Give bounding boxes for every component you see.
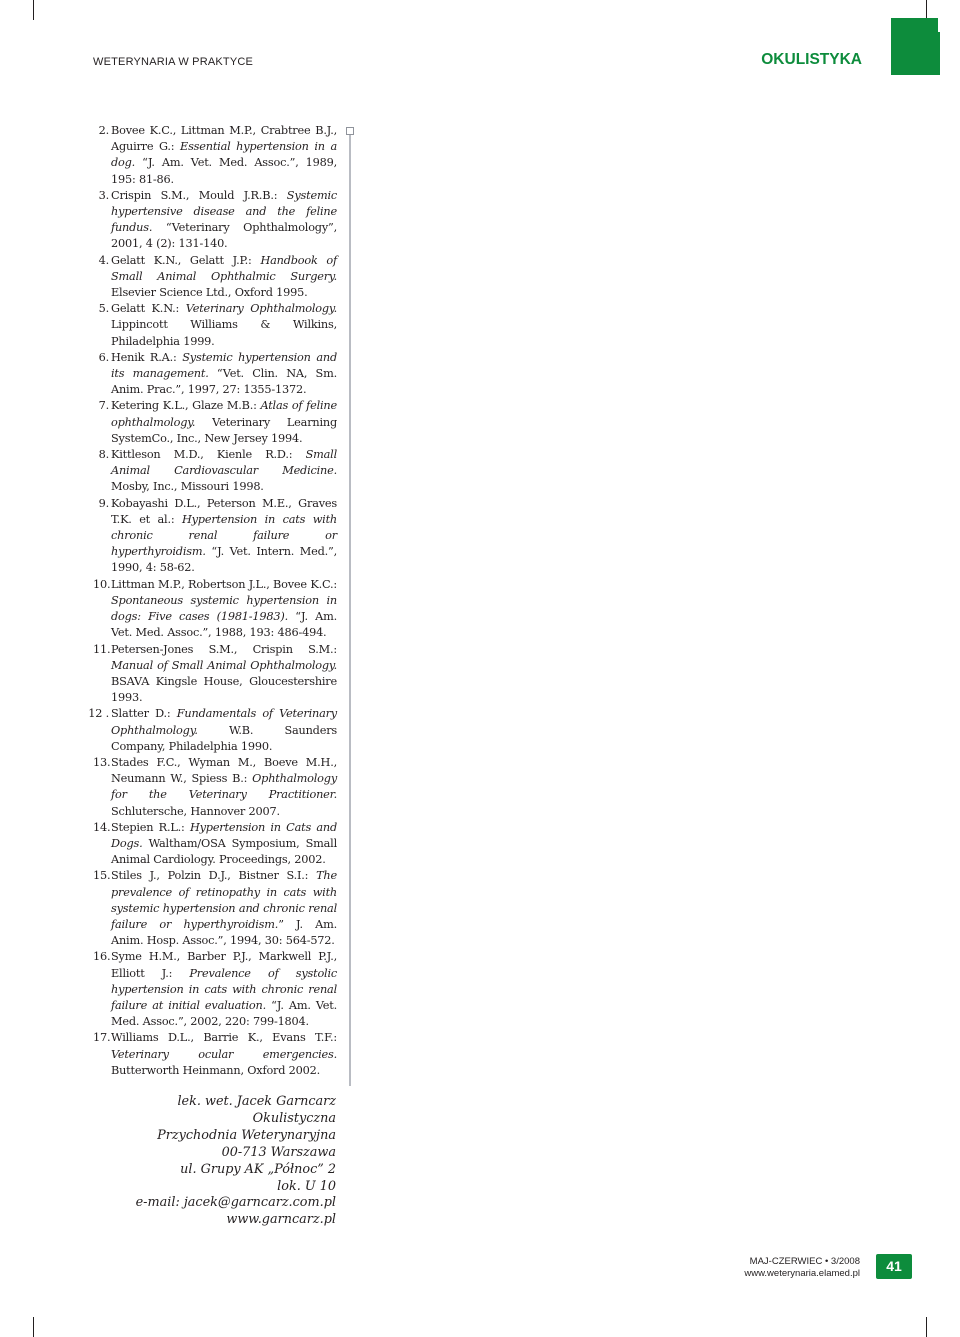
reference-title: Atlas of feline ophthalmology.	[111, 399, 337, 429]
reference-text: Williams D.L., Barrie K., Evans T.F.:	[111, 1031, 337, 1045]
reference-item	[93, 1030, 337, 1079]
author-block	[120, 1094, 336, 1229]
reference-number: 3.	[98, 188, 109, 202]
reference-number: 11.	[93, 642, 111, 656]
reference-title: Small Animal Cardiovascular Medicine.	[111, 448, 337, 478]
reference-text: Kobayashi D.L., Peterson M.E., Graves T.K. et al.:	[111, 496, 337, 526]
reference-number: 8.	[98, 448, 109, 462]
reference-text: Gelatt K.N., Gelatt J.P.:	[111, 253, 261, 267]
reference-text: Veterinary Learning SystemCo., Inc., New Jersey 1994.	[111, 415, 337, 445]
reference-item	[93, 447, 337, 496]
author-unit: lok. U 10	[277, 1178, 336, 1194]
reference-text: Ketering K.L., Glaze M.B.:	[111, 399, 261, 413]
reference-text: Waltham/OSA Symposium, Small Animal Cardiology. Proceedings, 2002.	[111, 836, 337, 867]
reference-text: “Veterinary Ophthalmology”, 2001, 4 (2): 131-140.	[111, 221, 337, 251]
reference-text: Gelatt K.N.:	[111, 302, 186, 316]
author-practice: Przychodnia Weterynaryjna	[157, 1127, 336, 1143]
reference-text: Bovee K.C., Littman M.P., Crabtree B.J., Aguirre G.:	[111, 124, 337, 154]
reference-number: 5.	[98, 302, 109, 316]
reference-item	[93, 755, 337, 820]
reference-number: 15.	[93, 869, 111, 883]
reference-title: Systemic hypertension and its management.	[111, 350, 337, 381]
reference-title: Spontaneous systemic hypertension in dogs: Five cases (1981-1983).	[111, 593, 337, 624]
reference-number: 13.	[93, 755, 111, 769]
reference-item	[93, 820, 337, 869]
footer-url[interactable]: www.weterynaria.elamed.pl	[744, 1268, 860, 1279]
reference-text: “J. Am. Vet. Med. Assoc.”, 1988, 193: 486-494.	[111, 610, 337, 640]
reference-text: Lippincott Williams & Wilkins, Philadelphia 1999.	[111, 318, 337, 348]
crop-mark-bottom-right	[926, 1317, 927, 1337]
reference-item	[93, 301, 337, 350]
reference-text: “J. Am. Vet. Med. Assoc.”, 2002, 220: 799-1804.	[111, 998, 337, 1029]
reference-text: “J. Am. Vet. Med. Assoc.”, 1989, 195: 81-86.	[111, 156, 337, 186]
reference-title: Systemic hypertensive disease and the feline fundus.	[111, 188, 337, 235]
reference-title: Fundamentals of Veterinary Ophthalmology.	[111, 707, 337, 737]
reference-title: Veterinary Ophthalmology.	[185, 302, 338, 316]
tab-crop-mark	[938, 18, 940, 32]
reference-number: 10.	[93, 577, 111, 591]
reference-text: Slatter D.:	[111, 707, 177, 721]
section-title: OKULISTYKA	[761, 51, 862, 68]
reference-title: Ophthalmology for the Veterinary Practitioner.	[111, 772, 337, 802]
reference-text: Crispin S.M., Mould J.R.B.:	[111, 188, 287, 202]
reference-text: Stiles J., Polzin D.J., Bistner S.I.:	[111, 869, 317, 883]
reference-number: 12 .	[88, 707, 109, 721]
reference-item	[93, 577, 337, 642]
crop-mark-top-right	[926, 0, 927, 20]
reference-number: 4.	[98, 253, 109, 267]
reference-text: BSAVA Kingsle House, Gloucestershire 1993.	[111, 674, 337, 705]
reference-item	[93, 123, 337, 188]
reference-title: Veterinary ocular emergencies.	[111, 1047, 337, 1061]
crop-mark-top-left	[33, 0, 34, 20]
footer-issue: MAJ-CZERWIEC • 3/2008	[749, 1256, 860, 1267]
reference-title: Essential hypertension in a dog.	[111, 140, 337, 170]
crop-mark-bottom-left	[33, 1317, 34, 1337]
reference-item	[93, 350, 337, 399]
reference-item	[93, 253, 337, 302]
reference-text: Kittleson M.D., Kienle R.D.:	[111, 448, 306, 462]
reference-text: Petersen-Jones S.M., Crispin S.M.:	[111, 642, 337, 656]
reference-item	[93, 398, 337, 447]
reference-number: 14.	[93, 820, 111, 834]
reference-number: 16.	[93, 950, 111, 964]
reference-text: Stades F.C., Wyman M., Boeve M.H., Neumann W., Spiess B.:	[111, 755, 337, 786]
reference-item	[93, 868, 337, 949]
author-postcode-city: 00-713 Warszawa	[221, 1144, 336, 1160]
reference-number: 7.	[98, 399, 109, 413]
author-email[interactable]: e-mail: jacek@garncarz.com.pl	[135, 1195, 336, 1211]
reference-text: Littman M.P., Robertson J.L., Bovee K.C.:	[111, 577, 337, 591]
reference-title: The prevalence of retinopathy in cats with systemic hypertension and chronic renal failure or hyperthyroidism.	[111, 869, 337, 931]
author-name: lek. wet. Jacek Garncarz	[177, 1094, 336, 1109]
reference-text: “Vet. Clin. NA, Sm. Anim. Prac.”, 1997, 27: 1355-1372.	[111, 367, 337, 397]
reference-title: Prevalence of systolic hypertension in cats with chronic renal failure at initial evaluation.	[111, 966, 338, 1012]
reference-item	[88, 706, 337, 755]
reference-number: 2.	[98, 124, 109, 137]
section-color-tab	[891, 18, 940, 75]
page-number-badge: 41	[876, 1254, 912, 1279]
running-head: WETERYNARIA W PRAKTYCE	[93, 56, 254, 68]
reference-text: Butterworth Heinmann, Oxford 2002.	[111, 1063, 321, 1077]
reference-text: Syme H.M., Barber P.J., Markwell P.J., Elliott J.:	[111, 950, 337, 980]
reference-item	[93, 496, 337, 577]
reference-text: “J. Vet. Intern. Med.”, 1990, 4: 58-62.	[111, 545, 337, 575]
reference-text: ” J. Am. Anim. Hosp. Assoc.”, 1994, 30: 564-572.	[111, 917, 338, 948]
reference-number: 6.	[98, 350, 109, 364]
rule-end-square	[346, 127, 354, 135]
reference-title: Hypertension in Cats and Dogs.	[111, 820, 338, 850]
reference-list	[88, 123, 338, 1079]
reference-text: Elsevier Science Ltd., Oxford 1995.	[111, 286, 308, 300]
reference-text: Henik R.A.:	[111, 350, 183, 364]
reference-text: Schlutersche, Hannover 2007.	[111, 804, 280, 818]
reference-item	[93, 642, 337, 707]
reference-text: Mosby, Inc., Missouri 1998.	[111, 480, 264, 494]
author-website[interactable]: www.garncarz.pl	[226, 1212, 336, 1228]
author-street: ul. Grupy AK „Północ” 2	[180, 1161, 336, 1177]
reference-text: Stepien R.L.:	[111, 820, 190, 834]
reference-text: W.B. Saunders Company, Philadelphia 1990.	[111, 723, 337, 753]
reference-item	[93, 188, 337, 253]
reference-title: Hypertension in cats with chronic renal failure or hyperthyroidism.	[111, 512, 337, 559]
author-clinic: Okulistyczna	[252, 1110, 336, 1126]
reference-title: Handbook of Small Animal Ophthalmic Surgery.	[111, 253, 338, 283]
footer-issue-info	[744, 1256, 860, 1280]
reference-number: 9.	[98, 496, 109, 510]
reference-item	[93, 949, 337, 1030]
reference-number: 17.	[93, 1031, 111, 1045]
column-rule	[349, 134, 351, 1086]
reference-title: Manual of Small Animal Ophthalmology.	[111, 658, 337, 672]
